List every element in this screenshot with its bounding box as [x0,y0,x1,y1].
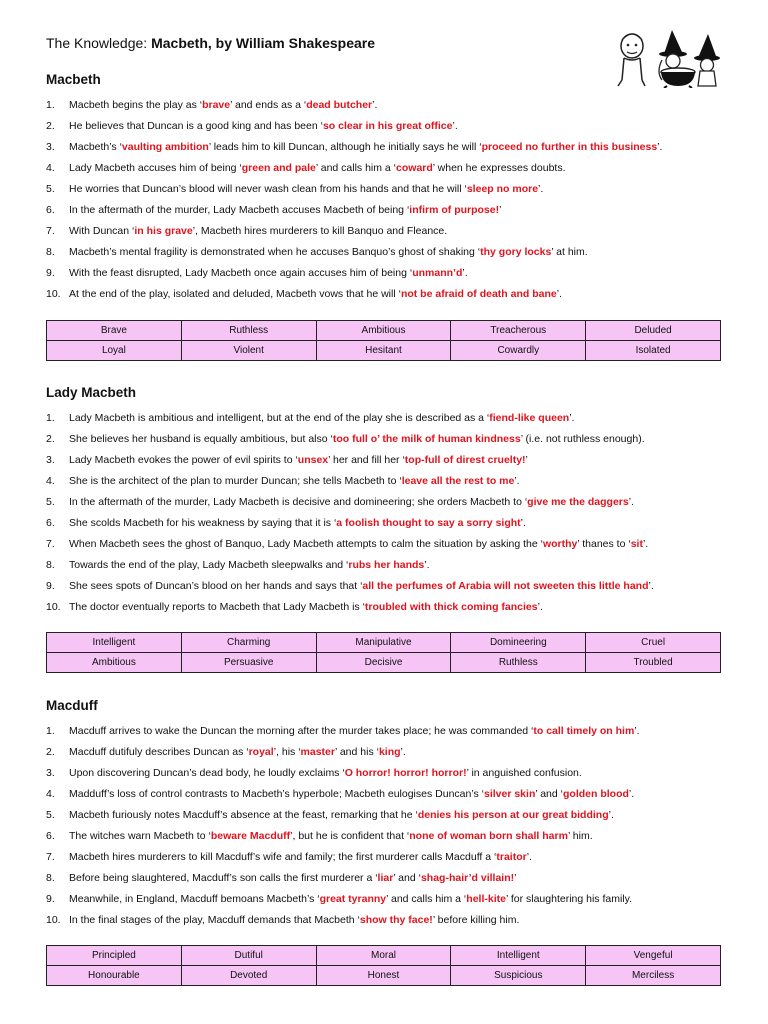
quote-list [46,98,736,308]
item-text: Macbeth’s ‘ [69,141,122,153]
trait-cell: Domineering [451,633,586,653]
item-number: 1. [46,412,55,424]
trait-cell: Decisive [316,653,451,673]
list-item [46,892,736,913]
list-item [46,203,736,224]
item-text: In the aftermath of the murder, Lady Macbeth is decisive and domineering; she orders Macbeth to ‘ [69,496,528,508]
item-text: ’ and ‘ [393,872,421,884]
quotation: not be afraid of death and bane [400,288,557,300]
item-number: 4. [46,162,55,174]
list-item [46,871,736,892]
item-text: ’ and ‘ [535,788,563,800]
quotation: green and pale [241,162,316,174]
list-item [46,516,736,537]
quotation: traitor [496,851,527,863]
list-item [46,579,736,600]
item-number: 9. [46,267,55,279]
item-text: At the end of the play, isolated and deluded, Macbeth vows that he will ‘ [69,288,401,300]
item-number: 8. [46,246,55,258]
trait-cell: Loyal [47,341,182,361]
item-text: Macbeth begins the play as ‘ [69,99,203,111]
item-text: Lady Macbeth is ambitious and intelligent, but at the end of the play she is described as a ‘ [69,412,490,424]
item-text: ’ her and fill her ‘ [328,454,405,466]
quotation: in his grave [134,225,193,237]
list-item [46,724,736,745]
item-number: 5. [46,183,55,195]
quotation: sleep no more [466,183,539,195]
trait-cell: Intelligent [451,946,586,966]
list-item [46,182,736,203]
trait-cell: Cruel [586,633,721,653]
quotation: thy gory locks [480,246,552,258]
section-heading: Macbeth [46,72,101,87]
item-text: ’. [452,120,458,132]
trait-cell: Ambitious [47,653,182,673]
item-text: ’ thanes to ‘ [577,538,631,550]
quotation: beware Macduff [210,830,291,842]
quotation: rubs her hands [348,559,425,571]
item-text: The witches warn Macbeth to ‘ [69,830,211,842]
item-text: With the feast disrupted, Lady Macbeth once again accuses him of being ‘ [69,267,413,279]
list-item [46,453,736,474]
item-text: ’ him. [567,830,593,842]
quotation: denies his person at our great bidding [417,809,609,821]
quotation: shag-hair’d villain! [420,872,515,884]
item-text: ’ when he expresses doubts. [432,162,566,174]
item-text: ’. [537,601,543,613]
section-heading: Macduff [46,698,98,713]
quotation: royal [248,746,274,758]
item-text: ’, Macbeth hires murderers to kill Banquo and Fleance. [192,225,448,237]
item-text: ’. [569,412,575,424]
item-text: ’ in anguished confusion. [466,767,582,779]
item-text: Lady Macbeth accuses him of being ‘ [69,162,242,174]
quotation: too full o’ the milk of human kindness [332,433,521,445]
item-text: In the aftermath of the murder, Lady Macbeth accuses Macbeth of being ‘ [69,204,410,216]
quotation: top-full of direst cruelty! [404,454,526,466]
item-number: 10. [46,601,61,613]
item-text: ’. [372,99,378,111]
quotation: unmann’d [412,267,463,279]
trait-cell: Suspicious [451,966,586,986]
item-text: ’. [628,788,635,800]
list-item [46,119,736,140]
list-item [46,766,736,787]
table-row [47,653,721,673]
quotation: coward [396,162,433,174]
item-text: Madduff’s loss of control contrasts to Macbeth’s hyperbole; Macbeth eulogises Duncan’s ‘ [69,788,484,800]
table-row [47,966,721,986]
item-text: ’. [648,580,654,592]
item-number: 2. [46,433,55,445]
item-text: ’, his ‘ [273,746,301,758]
item-text: ’. [514,475,520,487]
quotation: golden blood [563,788,629,800]
item-text: ’. [556,288,562,300]
quotation: to call timely on him [533,725,635,737]
item-text: ’. [608,809,614,821]
item-number: 7. [46,851,55,863]
item-text: ’ and calls him a ‘ [315,162,397,174]
item-text: ’. [657,141,663,153]
quotation: all the perfumes of Arabia will not sweeten this little hand [362,580,649,592]
trait-cell: Charming [181,633,316,653]
quotation: dead butcher [306,99,373,111]
item-text: She is the architect of the plan to murder Duncan; she tells Macbeth to ‘ [69,475,402,487]
title-main: Macbeth, by William Shakespeare [151,35,376,51]
item-number: 1. [46,99,55,111]
item-number: 9. [46,893,55,905]
item-number: 4. [46,788,55,800]
trait-cell: Isolated [586,341,721,361]
item-text: ’ [499,204,502,216]
list-item [46,600,736,621]
item-text: She scolds Macbeth for his weakness by saying that it is ‘ [69,517,337,529]
item-text: ’. [400,746,406,758]
quotation: king [378,746,401,758]
item-text: ’ leads him to kill Duncan, although he initially says he will ‘ [208,141,482,153]
item-text: The doctor eventually reports to Macbeth that Lady Macbeth is ‘ [69,601,365,613]
item-text: ’ and ends as a ‘ [230,99,307,111]
list-item [46,537,736,558]
item-text: Macduff dutifuly describes Duncan as ‘ [69,746,249,758]
item-number: 7. [46,538,55,550]
item-number: 9. [46,580,55,592]
quotation: silver skin [483,788,536,800]
trait-cell: Persuasive [181,653,316,673]
list-item [46,808,736,829]
list-item [46,474,736,495]
item-number: 5. [46,809,55,821]
item-text: ’. [628,496,634,508]
quotation: O horror! horror! horror! [344,767,467,779]
item-text: ’ [525,454,528,466]
item-number: 3. [46,454,55,466]
trait-cell: Manipulative [316,633,451,653]
list-item [46,745,736,766]
item-number: 2. [46,120,55,132]
traits-table [46,632,721,673]
item-text: Towards the end of the play, Lady Macbeth sleepwalks and ‘ [69,559,349,571]
item-text: He worries that Duncan’s blood will never wash clean from his hands and that he will ‘ [69,183,467,195]
item-text: Macbeth hires murderers to kill Macduff’s wife and family; the first murderer calls Macduff a ‘ [69,851,497,863]
quotation: brave [202,99,231,111]
item-number: 4. [46,475,55,487]
trait-cell: Honourable [47,966,182,986]
item-text: She sees spots of Duncan’s blood on her hands and says that ‘ [69,580,363,592]
traits-table [46,320,721,361]
item-text: Lady Macbeth evokes the power of evil spirits to ‘ [69,454,298,466]
list-item [46,787,736,808]
table-row [47,321,721,341]
item-text: ’ and calls him a ‘ [386,893,467,905]
quotation: give me the daggers [527,496,629,508]
trait-cell: Ruthless [181,321,316,341]
item-text: ’ for slaughtering his family. [505,893,633,905]
item-text: Macbeth’s mental fragility is demonstrated when he accuses Banquo’s ghost of shaking ‘ [69,246,481,258]
list-item [46,829,736,850]
item-number: 10. [46,288,61,300]
quotation: master [300,746,335,758]
item-text: Meanwhile, in England, Macduff bemoans Macbeth’s ‘ [69,893,320,905]
table-row [47,633,721,653]
trait-cell: Moral [316,946,451,966]
item-text: ’ [514,872,517,884]
item-text: ’ and his ‘ [334,746,379,758]
item-text: In the final stages of the play, Macduff demands that Macbeth ‘ [69,914,360,926]
item-number: 8. [46,872,55,884]
item-text: Upon discovering Duncan’s dead body, he loudly exclaims ‘ [69,767,345,779]
quotation: fiend-like queen [489,412,570,424]
list-item [46,140,736,161]
quotation: unsex [297,454,329,466]
item-text: ’. [424,559,430,571]
item-text: He believes that Duncan is a good king and has been ‘ [69,120,323,132]
item-text: ’. [462,267,468,279]
item-number: 5. [46,496,55,508]
quotation: vaulting ambition [121,141,209,153]
trait-cell: Violent [181,341,316,361]
item-text: ’ before killing him. [432,914,520,926]
trait-cell: Dutiful [181,946,316,966]
section-heading: Lady Macbeth [46,385,137,400]
trait-cell: Intelligent [47,633,182,653]
list-item [46,287,736,308]
item-number: 10. [46,914,61,926]
trait-cell: Honest [316,966,451,986]
trait-cell: Deluded [586,321,721,341]
quotation: a foolish thought to say a sorry sight [336,517,521,529]
item-text: ’ at him. [551,246,588,258]
quotation: liar [377,872,394,884]
item-number: 2. [46,746,55,758]
list-item [46,245,736,266]
item-number: 8. [46,559,55,571]
quotation: great tyranny [319,893,387,905]
item-text: ’. [526,851,532,863]
trait-cell: Ambitious [316,321,451,341]
quotation: hell-kite [466,893,506,905]
quotation: leave all the rest to me [401,475,515,487]
quotation: none of woman born shall harm [409,830,568,842]
title-prefix: The Knowledge: [46,35,152,51]
trait-cell: Ruthless [451,653,586,673]
trait-cell: Devoted [181,966,316,986]
item-text: ’. [520,517,526,529]
trait-cell: Principled [47,946,182,966]
list-item [46,558,736,579]
trait-cell: Troubled [586,653,721,673]
quotation: proceed no further in this business [481,141,658,153]
item-number: 3. [46,767,55,779]
item-text: With Duncan ‘ [69,225,135,237]
item-number: 7. [46,225,55,237]
trait-cell: Treacherous [451,321,586,341]
item-text: ’. [634,725,640,737]
item-text: ’ (i.e. not ruthless enough). [520,433,645,445]
item-number: 1. [46,725,55,737]
list-item [46,411,736,432]
list-item [46,161,736,182]
quotation: sit [630,538,643,550]
list-item [46,98,736,119]
quotation: so clear in his great office [322,120,453,132]
item-number: 6. [46,517,55,529]
trait-cell: Cowardly [451,341,586,361]
item-number: 3. [46,141,55,153]
quotation: infirm of purpose! [409,204,500,216]
list-item [46,266,736,287]
item-text: She believes her husband is equally ambitious, but also ‘ [69,433,333,445]
witches-cauldron-illustration [612,28,724,88]
quotation: show thy face! [359,914,433,926]
item-number: 6. [46,830,55,842]
trait-cell: Hesitant [316,341,451,361]
item-text: Macduff arrives to wake the Duncan the morning after the murder takes place; he was commanded ‘ [69,725,534,737]
list-item [46,850,736,871]
table-row [47,341,721,361]
document-title [46,35,375,51]
item-text: Macbeth furiously notes Macduff’s absence at the feast, remarking that he ‘ [69,809,418,821]
quotation: troubled with thick coming fancies [364,601,538,613]
item-text: ’. [538,183,544,195]
list-item [46,495,736,516]
table-row [47,946,721,966]
traits-table [46,945,721,986]
trait-cell: Vengeful [586,946,721,966]
trait-cell: Brave [47,321,182,341]
item-number: 6. [46,204,55,216]
quotation: worthy [542,538,578,550]
quote-list [46,411,736,621]
quote-list [46,724,736,934]
item-text: ’. [642,538,649,550]
item-text: Before being slaughtered, Macduff’s son calls the first murderer a ‘ [69,872,378,884]
list-item [46,432,736,453]
item-text: When Macbeth sees the ghost of Banquo, Lady Macbeth attempts to calm the situation by asking the ‘ [69,538,543,550]
item-text: ’, but he is confident that ‘ [290,830,410,842]
list-item [46,913,736,934]
trait-cell: Merciless [586,966,721,986]
list-item [46,224,736,245]
